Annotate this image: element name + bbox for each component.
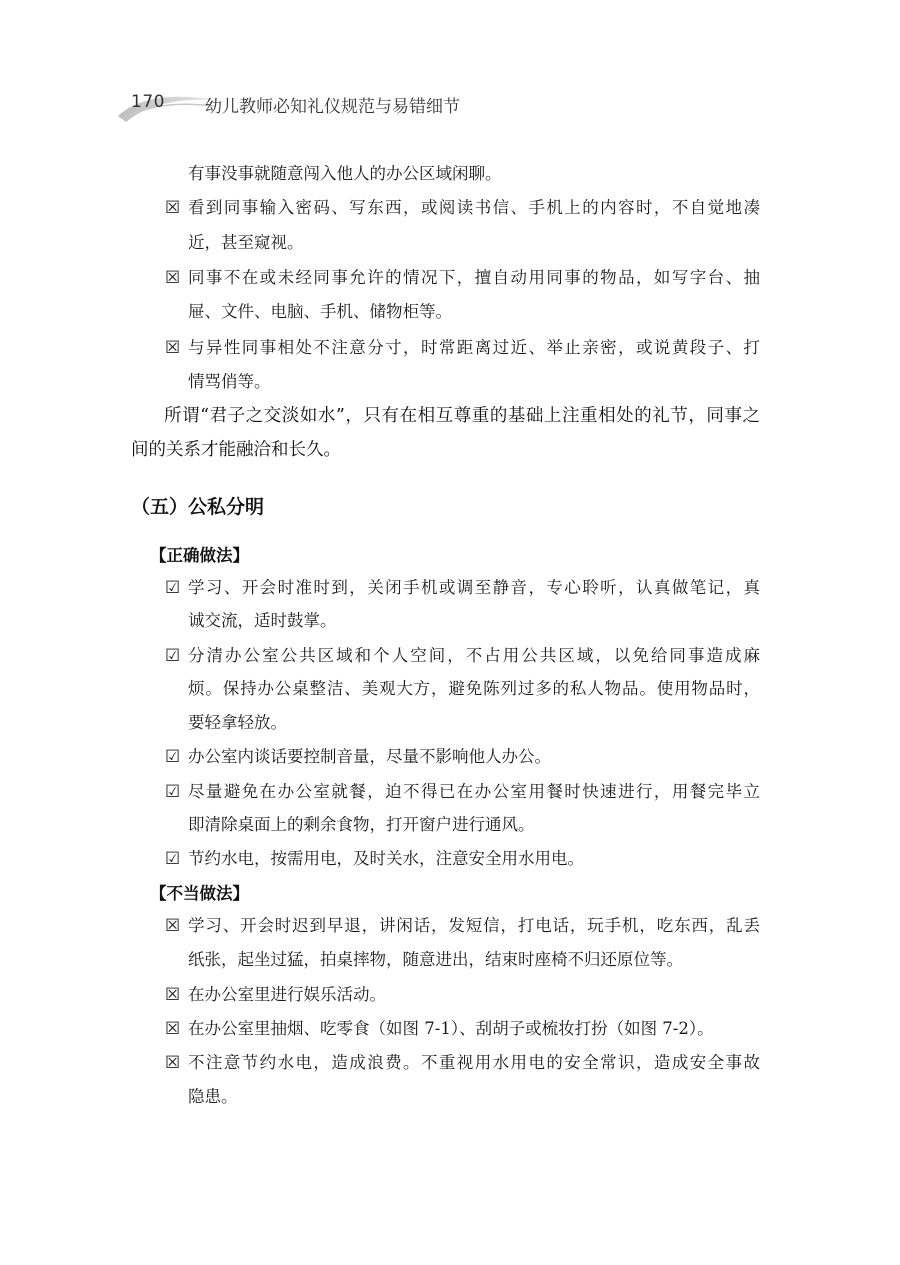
cross-box-icon: ☒	[165, 985, 181, 1005]
list-item-line: 即清除桌面上的剩余食物，打开窗户进行通风。	[188, 815, 535, 834]
cross-box-icon: ☒	[165, 916, 181, 936]
list-item-line: 办公室内谈话要控制音量，尽量不影响他人办公。	[188, 747, 551, 766]
list-item-line: 节约水电，按需用电，及时关水，注意安全用水用电。	[188, 849, 584, 868]
list-item-line: 尽量避免在办公室就餐，迫不得已在办公室用餐时快速进行，用餐完毕立	[188, 782, 760, 801]
paragraph-line: 间的关系才能融洽和长久。	[131, 440, 341, 460]
list-item-line: 诚交流，适时鼓掌。	[188, 611, 337, 630]
cross-box-icon: ☒	[165, 1019, 181, 1039]
list-item-line: 情骂俏等。	[188, 372, 271, 391]
check-box-icon: ☑	[165, 578, 181, 598]
list-item-line: 不注意节约水电，造成浪费。不重视用水用电的安全常识，造成安全事故	[188, 1053, 760, 1072]
list-item-line: 与异性同事相处不注意分寸，时常距离过近、举止亲密，或说黄段子、打	[188, 338, 760, 357]
list-item-line: 纸张，起坐过猛，拍桌摔物，随意进出，结束时座椅不归还原位等。	[188, 950, 683, 969]
correct-practice-heading: 【正确做法】	[150, 546, 249, 565]
paragraph-line: 所谓“君子之交淡如水”，只有在相互尊重的基础上注重相处的礼节，同事之	[164, 406, 760, 426]
check-box-icon: ☑	[165, 782, 181, 802]
cross-box-icon: ☒	[165, 198, 181, 218]
cross-box-icon: ☒	[165, 1053, 181, 1073]
list-item-line: 同事不在或未经同事允许的情况下，擅自动用同事的物品，如写字台、抽	[188, 268, 760, 287]
list-item-line: 在办公室里抽烟、吃零食（如图 7-1）、刮胡子或梳妆打扮（如图 7-2）。	[188, 1019, 714, 1038]
list-item-line: 近，甚至窥视。	[188, 233, 304, 252]
list-item-line: 有事没事就随意闯入他人的办公区域闲聊。	[188, 164, 502, 183]
cross-box-icon: ☒	[165, 268, 181, 288]
list-item-line: 屉、文件、电脑、手机、储物柜等。	[188, 302, 452, 321]
page-number: 170	[131, 92, 165, 112]
list-item-line: 烦。保持办公桌整洁、美观大方，避免陈列过多的私人物品。使用物品时，	[188, 679, 760, 698]
header-swoosh-decoration	[0, 0, 900, 140]
section-title: （五）公私分明	[131, 496, 265, 518]
list-item-line: 要轻拿轻放。	[188, 713, 287, 732]
list-item-line: 在办公室里进行娱乐活动。	[188, 985, 386, 1004]
list-item-line: 看到同事输入密码、写东西，或阅读书信、手机上的内容时，不自觉地凑	[188, 198, 760, 217]
check-box-icon: ☑	[165, 646, 181, 666]
incorrect-practice-heading: 【不当做法】	[150, 884, 249, 903]
check-box-icon: ☑	[165, 849, 181, 869]
cross-box-icon: ☒	[165, 338, 181, 358]
check-box-icon: ☑	[165, 747, 181, 767]
list-item-line: 隐患。	[188, 1087, 238, 1106]
list-item-line: 分清办公室公共区域和个人空间，不占用公共区域，以免给同事造成麻	[188, 646, 760, 665]
book-title: 幼儿教师必知礼仪规范与易错细节	[205, 97, 460, 117]
list-item-line: 学习、开会时迟到早退，讲闲话，发短信，打电话，玩手机，吃东西，乱丢	[188, 916, 760, 935]
list-item-line: 学习、开会时准时到，关闭手机或调至静音，专心聆听，认真做笔记，真	[188, 578, 760, 597]
page-header	[0, 0, 900, 140]
